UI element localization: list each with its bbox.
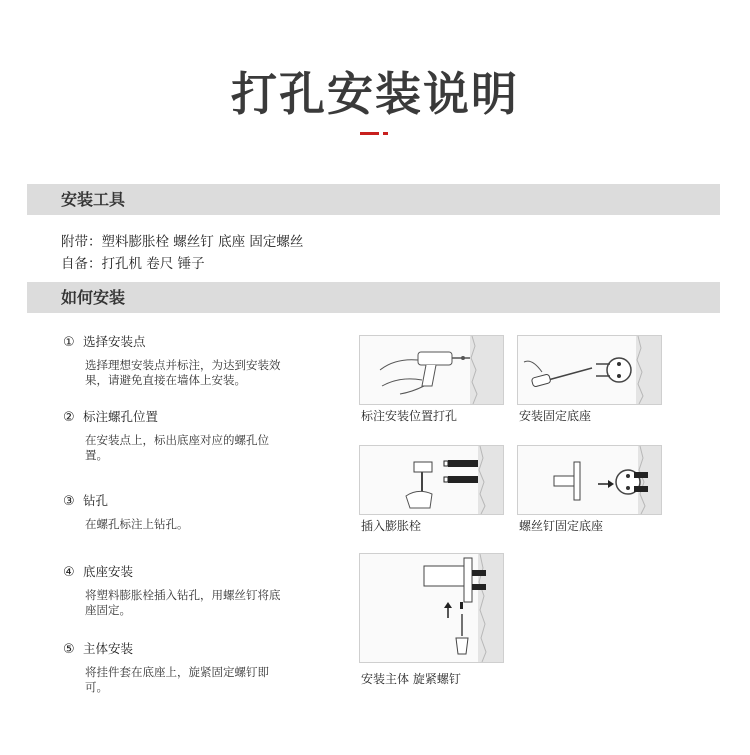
figure-screwdriver <box>517 335 662 405</box>
hook-assembly-icon <box>360 554 503 662</box>
base-mount-icon <box>518 446 661 514</box>
step-2 <box>63 406 323 463</box>
title-accent <box>360 132 390 135</box>
step-number: ⑤ <box>63 642 75 657</box>
figure-hook-assembly <box>359 553 504 663</box>
step-description: 将挂件套在底座上，旋紧固定螺钉即可。 <box>85 665 269 694</box>
step-4 <box>63 561 323 618</box>
step-description: 选择理想安装点并标注，为达到安装效果，请避免直接在墙体上安装。 <box>85 358 281 387</box>
step-number: ① <box>63 335 75 350</box>
step-3 <box>63 490 323 532</box>
figure-caption: 安装固定底座 <box>519 409 592 423</box>
hammer-icon <box>360 446 503 514</box>
figure-caption: 标注安装位置打孔 <box>361 409 458 423</box>
step-5 <box>63 638 323 695</box>
step-title: 标注螺孔位置 <box>83 409 159 424</box>
page-title: 打孔安装说明 <box>231 67 519 121</box>
step-number: ③ <box>63 494 75 509</box>
step-description: 在螺孔标注上钻孔。 <box>85 517 189 531</box>
screwdriver-icon <box>518 336 661 404</box>
figure-caption: 螺丝钉固定底座 <box>519 519 604 533</box>
step-number: ② <box>63 410 75 425</box>
figure-hammer <box>359 445 504 515</box>
step-title: 主体安装 <box>83 641 134 656</box>
step-title: 选择安装点 <box>83 334 146 349</box>
included-tools: 附带：塑料膨胀栓 螺丝钉 底座 固定螺丝 <box>61 234 304 250</box>
figure-drill <box>359 335 504 405</box>
step-title: 底座安装 <box>83 564 134 579</box>
step-number: ④ <box>63 565 75 580</box>
step-description: 将塑料膨胀栓插入钻孔，用螺丝钉将底座固定。 <box>85 588 281 617</box>
step-title: 钻孔 <box>83 493 109 508</box>
figure-caption: 插入膨胀栓 <box>361 519 422 533</box>
figure-caption: 安装主体 旋紧螺钉 <box>361 672 461 686</box>
step-1 <box>63 331 323 388</box>
howto-section-header: 如何安装 <box>27 282 720 313</box>
tools-section-header: 安装工具 <box>27 184 720 215</box>
step-description: 在安装点上，标出底座对应的螺孔位置。 <box>85 433 269 462</box>
self-prepared-tools: 自备：打孔机 卷尺 锤子 <box>61 256 205 272</box>
figure-base-mount <box>517 445 662 515</box>
drill-icon <box>360 336 503 404</box>
